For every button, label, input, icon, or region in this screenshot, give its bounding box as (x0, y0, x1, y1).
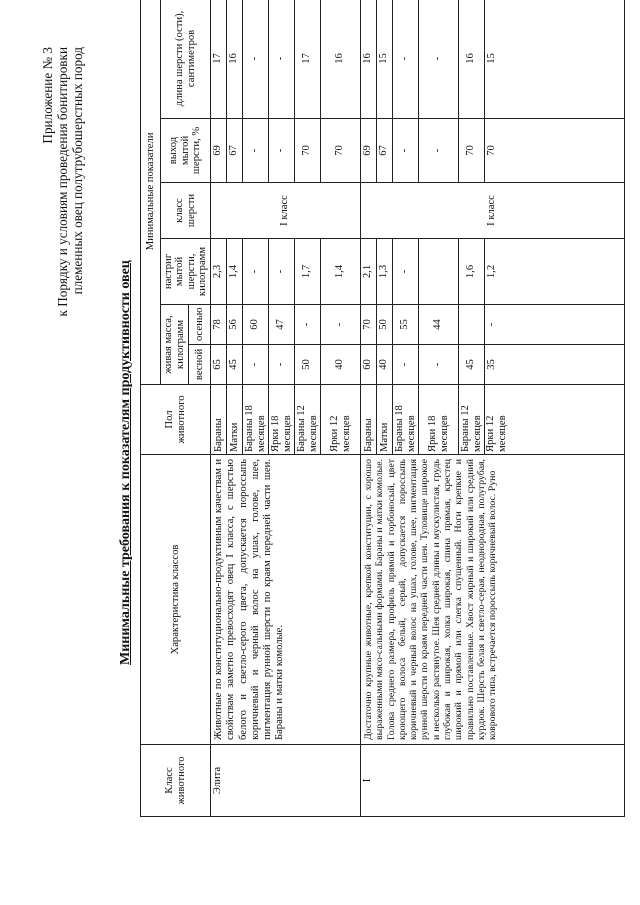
row-wool-yield: 70 (459, 119, 485, 183)
header-wool-yield: выход мытой шерсти, % (161, 119, 211, 183)
row-spring-mass: 45 (227, 345, 243, 385)
header-autumn: осенью (189, 305, 211, 345)
row-spring-mass: 65 (211, 345, 227, 385)
row-wool-clip: 2,3 (211, 239, 227, 305)
appendix-heading (40, 47, 85, 387)
row-spring-mass: - (269, 345, 295, 385)
header-wool-class: класс шерсти (161, 183, 211, 239)
header-wool-length: длина шерсти (ости), сантиметров (161, 0, 211, 119)
header-spring: весной (189, 345, 211, 385)
row-sex: Матки (377, 385, 393, 455)
row-wool-length: 17 (211, 0, 227, 119)
row-wool-length: 16 (321, 0, 361, 119)
appendix-reference-2: племенных овец полутрубошерстных пород (70, 47, 85, 295)
row-sex: Бараны 12 месяцев (295, 385, 321, 455)
row-spring-mass: 60 (361, 345, 377, 385)
row-wool-yield: - (393, 119, 419, 183)
row-sex: Ярки 18 месяцев (419, 385, 459, 455)
row-wool-yield: 67 (227, 119, 243, 183)
row-autumn-mass: - (485, 305, 625, 345)
row-wool-length: - (269, 0, 295, 119)
row-spring-mass: 35 (485, 345, 625, 385)
row-wool-length: - (393, 0, 419, 119)
row-autumn-mass: 55 (393, 305, 419, 345)
appendix-reference: к Порядку и условиям проведения бонитировки (55, 47, 70, 317)
row-wool-length: 16 (459, 0, 485, 119)
row-wool-yield: - (243, 119, 269, 183)
row-autumn-mass: 70 (361, 305, 377, 345)
row-autumn-mass: 50 (377, 305, 393, 345)
row-sex: Ярки 12 месяцев (321, 385, 361, 455)
appendix-number: Приложение № 3 (40, 47, 55, 144)
row-wool-length: 15 (485, 0, 625, 119)
header-class: Класс животного (141, 745, 211, 817)
class-characteristic: Животные по конституционально-продуктивным качествам и свойствам заметно превосходят овец I класса, с шерстью белого и светло-серого цвета, допускается пороссыпь коричневый и черный волос на ушах, голове, шее, пигментация рунной шерсти по краям передней части шеи. Бараны и матки комолые. (211, 455, 361, 745)
header-characteristic: Характеристика классов (141, 455, 211, 745)
row-wool-clip: 1,2 (485, 239, 625, 305)
header-sex: Пол животного (141, 385, 211, 455)
row-wool-yield: 70 (295, 119, 321, 183)
row-wool-yield: 67 (377, 119, 393, 183)
row-spring-mass: - (393, 345, 419, 385)
row-wool-length: 16 (227, 0, 243, 119)
row-sex: Бараны (211, 385, 227, 455)
row-wool-clip (419, 239, 459, 305)
class-name: Элита (211, 745, 361, 817)
row-spring-mass: 40 (321, 345, 361, 385)
row-wool-yield: 70 (485, 119, 625, 183)
row-wool-length: - (419, 0, 459, 119)
row-sex: Бараны 12 месяцев (459, 385, 485, 455)
wool-class: I класс (211, 183, 361, 239)
row-sex: Бараны 18 месяцев (393, 385, 419, 455)
row-wool-clip: 1,4 (227, 239, 243, 305)
row-wool-yield: 69 (211, 119, 227, 183)
row-wool-yield: - (419, 119, 459, 183)
row-wool-clip: 2,1 (361, 239, 377, 305)
row-wool-clip: 1,3 (377, 239, 393, 305)
row-wool-length: 17 (295, 0, 321, 119)
row-spring-mass: 45 (459, 345, 485, 385)
class-characteristic: Достаточно крупные животные, крепкой конституции, с хорошо выраженными мясо-сальными формами. Бараны и матки комолые. Голова среднего размера, профиль прямой и горбоносый, цвет кроющего волоса белый, серый, допускается пороссыпь коричневый и черный волос на ушах, голове, шее, пигментация рунной шерсти по краям передней части шеи. Туловище широкое и несколько растянутое. Шея средней длины и мускулистая, грудь глубокая и широкая, холка широкая, спина прямая, крестец широкий и прямой или слегка спущенный. Ноги крепкие и правильно поставленные. Хвост жирный и широкий или средний курдюк. Шерсть белая и светло-серая, неоднородная, полугрубая, коврового типа, встречается пороссыпь коричневый волос. Руно (361, 455, 625, 745)
row-wool-yield: 70 (321, 119, 361, 183)
requirements-table (140, 0, 625, 817)
row-wool-yield: 69 (361, 119, 377, 183)
row-wool-length: 15 (377, 0, 393, 119)
row-autumn-mass (459, 305, 485, 345)
row-spring-mass: 40 (377, 345, 393, 385)
row-autumn-mass: 78 (211, 305, 227, 345)
row-wool-clip: 1,6 (459, 239, 485, 305)
row-wool-length: 16 (361, 0, 377, 119)
header-min-indicators: Минимальные показатели (141, 0, 161, 385)
row-sex: Ярки 12 месяцев (485, 385, 625, 455)
row-autumn-mass: - (295, 305, 321, 345)
row-spring-mass: 50 (295, 345, 321, 385)
row-autumn-mass: 56 (227, 305, 243, 345)
row-sex: Бараны (361, 385, 377, 455)
row-sex: Бараны 18 месяцев (243, 385, 269, 455)
row-wool-clip: 1,4 (321, 239, 361, 305)
row-wool-length: - (243, 0, 269, 119)
row-autumn-mass: 44 (419, 305, 459, 345)
row-autumn-mass: 60 (243, 305, 269, 345)
row-sex: Матки (227, 385, 243, 455)
header-wool-clip: настриг мытой шерсти, килограмм (161, 239, 211, 305)
row-wool-yield: - (269, 119, 295, 183)
row-sex: Ярки 18 месяцев (269, 385, 295, 455)
row-wool-clip: - (243, 239, 269, 305)
row-spring-mass: - (419, 345, 459, 385)
row-autumn-mass: 47 (269, 305, 295, 345)
document-title: Минимальные требования к показателям продуктивности овец (118, 260, 133, 665)
row-wool-clip: - (269, 239, 295, 305)
row-autumn-mass: - (321, 305, 361, 345)
row-wool-clip: - (393, 239, 419, 305)
row-spring-mass: - (243, 345, 269, 385)
row-wool-clip: 1,7 (295, 239, 321, 305)
class-name: I (361, 745, 625, 817)
wool-class: I класс (361, 183, 625, 239)
header-live-mass: живая масса, килограмм (161, 305, 189, 385)
